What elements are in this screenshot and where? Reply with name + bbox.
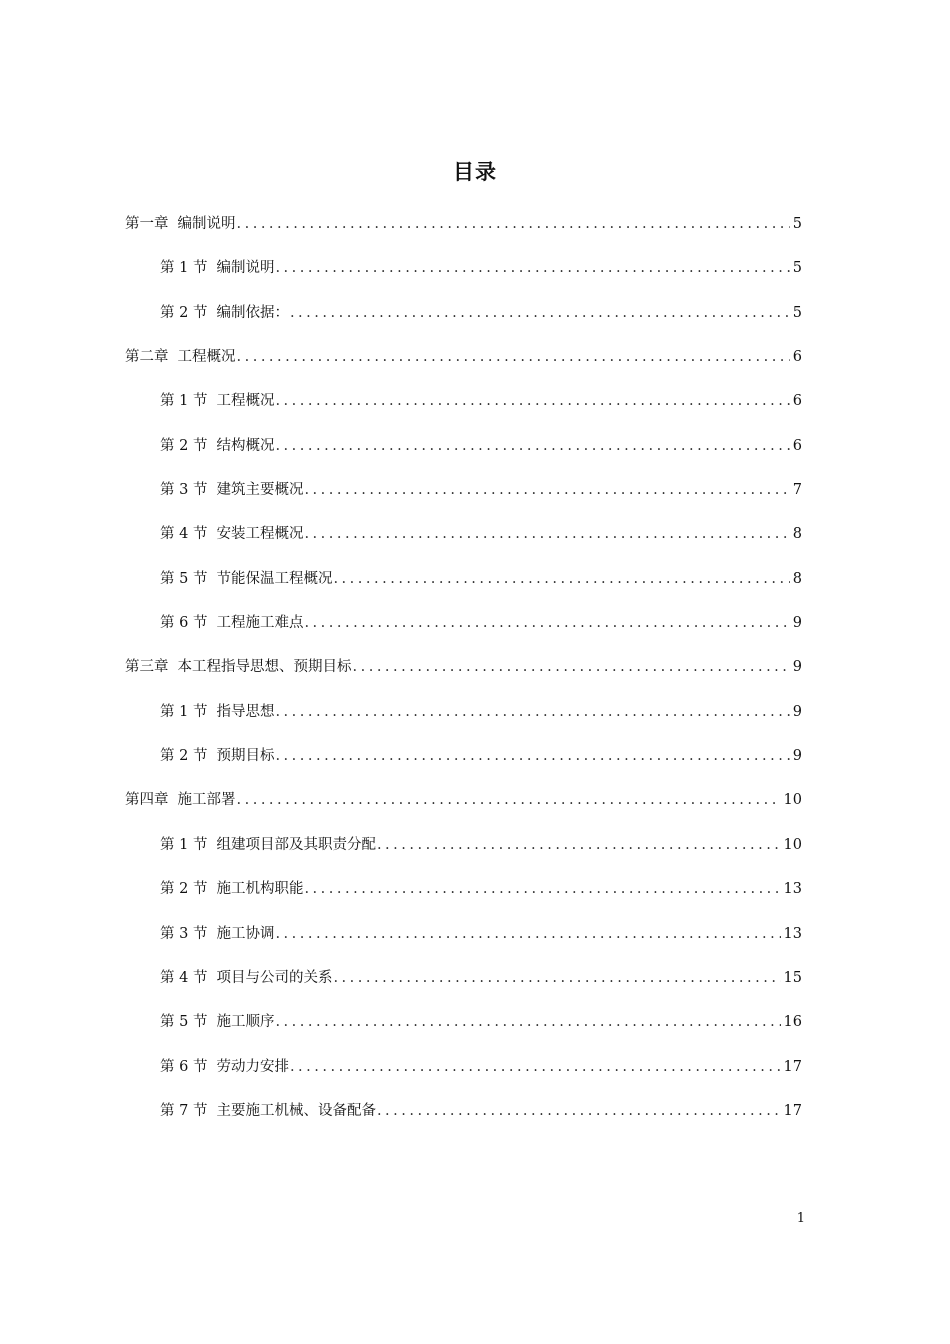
entry-number: 第 1 节	[160, 703, 208, 720]
entry-page-number: 8	[792, 570, 802, 587]
dot-leader	[237, 216, 790, 232]
dot-leader	[377, 837, 781, 853]
entry-title: 施工部署	[177, 792, 236, 809]
entry-title: 施工协调	[216, 925, 275, 942]
entry-page-number: 6	[792, 393, 802, 410]
dot-leader	[377, 1103, 781, 1119]
entry-title: 施工机构职能	[216, 881, 304, 898]
entry-page-number: 13	[783, 881, 802, 898]
entry-page-number: 9	[792, 615, 802, 632]
dot-leader	[304, 881, 780, 897]
entry-page-number: 16	[783, 1014, 802, 1031]
entry-page-number: 9	[792, 703, 802, 720]
entry-title: 组建项目部及其职责分配	[216, 836, 376, 853]
toc-section-entry[interactable]	[125, 522, 802, 566]
entry-page-number: 9	[792, 748, 802, 765]
toc-section-entry[interactable]	[125, 301, 802, 345]
toc-list	[125, 212, 802, 1143]
entry-page-number: 5	[792, 216, 802, 232]
entry-number: 第 3 节	[160, 925, 208, 942]
entry-number: 第 1 节	[160, 836, 208, 853]
entry-title: 建筑主要概况	[216, 482, 304, 499]
entry-title: 本工程指导思想、预期目标	[177, 659, 352, 676]
dot-leader	[304, 482, 789, 498]
entry-number: 第 5 节	[160, 570, 208, 587]
entry-page-number: 9	[792, 659, 802, 676]
entry-page-number: 17	[783, 1058, 802, 1075]
toc-section-entry[interactable]	[125, 611, 802, 655]
entry-number: 第四章	[125, 792, 169, 809]
toc-chapter-entry[interactable]	[125, 788, 802, 832]
entry-page-number: 5	[792, 260, 802, 277]
dot-leader	[237, 349, 790, 365]
entry-title: 编制依据：	[216, 304, 289, 321]
toc-chapter-entry[interactable]	[125, 345, 802, 389]
entry-title: 预期目标	[216, 748, 275, 765]
toc-section-entry[interactable]	[125, 1010, 802, 1054]
toc-section-entry[interactable]	[125, 833, 802, 877]
dot-leader	[275, 260, 789, 276]
toc-section-entry[interactable]	[125, 1099, 802, 1143]
entry-page-number: 6	[792, 349, 802, 366]
toc-section-entry[interactable]	[125, 966, 802, 1010]
entry-number: 第 3 节	[160, 482, 208, 499]
toc-section-entry[interactable]	[125, 389, 802, 433]
entry-number: 第 6 节	[160, 615, 208, 632]
entry-title: 工程概况	[177, 349, 236, 366]
entry-number: 第 2 节	[160, 881, 208, 898]
toc-section-entry[interactable]	[125, 1055, 802, 1099]
entry-number: 第 6 节	[160, 1058, 208, 1075]
toc-section-entry[interactable]	[125, 700, 802, 744]
entry-title: 编制说明	[216, 260, 275, 277]
entry-title: 主要施工机械、设备配备	[216, 1102, 376, 1119]
dot-leader	[275, 704, 789, 720]
dot-leader	[275, 393, 789, 409]
dot-leader	[333, 571, 789, 587]
toc-chapter-entry[interactable]	[125, 655, 802, 699]
entry-page-number: 15	[783, 969, 802, 986]
entry-number: 第 7 节	[160, 1102, 208, 1119]
entry-title: 结构概况	[216, 437, 275, 454]
entry-number: 第 2 节	[160, 437, 208, 454]
toc-title: 目录	[453, 160, 497, 184]
toc-section-entry[interactable]	[125, 922, 802, 966]
dot-leader	[275, 926, 780, 942]
entry-number: 第三章	[125, 659, 169, 676]
entry-number: 第 1 节	[160, 393, 208, 410]
toc-section-entry[interactable]	[125, 434, 802, 478]
dot-leader	[290, 1059, 781, 1075]
entry-page-number: 6	[792, 437, 802, 454]
dot-leader	[353, 659, 790, 675]
dot-leader	[304, 526, 789, 542]
entry-page-number: 10	[783, 792, 802, 809]
toc-section-entry[interactable]	[125, 567, 802, 611]
entry-number: 第 1 节	[160, 260, 208, 277]
dot-leader	[290, 305, 790, 321]
dot-leader	[275, 1014, 780, 1030]
entry-title: 工程概况	[216, 393, 275, 410]
entry-number: 第 2 节	[160, 304, 208, 321]
dot-leader	[333, 970, 780, 986]
dot-leader	[304, 615, 789, 631]
entry-title: 项目与公司的关系	[216, 969, 333, 986]
toc-section-entry[interactable]	[125, 256, 802, 300]
toc-chapter-entry[interactable]	[125, 212, 802, 256]
entry-title: 施工顺序	[216, 1014, 275, 1031]
entry-number: 第二章	[125, 349, 169, 366]
dot-leader	[275, 438, 789, 454]
entry-number: 第 4 节	[160, 969, 208, 986]
entry-title: 工程施工难点	[216, 615, 304, 632]
entry-page-number: 13	[783, 925, 802, 942]
entry-number: 第 2 节	[160, 748, 208, 765]
entry-number: 第一章	[125, 216, 169, 232]
entry-title: 节能保温工程概况	[216, 570, 333, 587]
toc-section-entry[interactable]	[125, 877, 802, 921]
entry-number: 第 5 节	[160, 1014, 208, 1031]
entry-title: 安装工程概况	[216, 526, 304, 543]
toc-section-entry[interactable]	[125, 478, 802, 522]
entry-page-number: 17	[783, 1102, 802, 1119]
entry-page-number: 7	[792, 482, 802, 499]
entry-page-number: 5	[792, 304, 802, 321]
entry-title: 编制说明	[177, 216, 236, 232]
dot-leader	[237, 792, 781, 808]
dot-leader	[275, 748, 789, 764]
entry-title: 指导思想	[216, 703, 275, 720]
toc-section-entry[interactable]	[125, 744, 802, 788]
entry-page-number: 10	[783, 836, 802, 853]
entry-title: 劳动力安排	[216, 1058, 289, 1075]
entry-number: 第 4 节	[160, 526, 208, 543]
page-number: 1	[796, 1211, 805, 1226]
entry-page-number: 8	[792, 526, 802, 543]
